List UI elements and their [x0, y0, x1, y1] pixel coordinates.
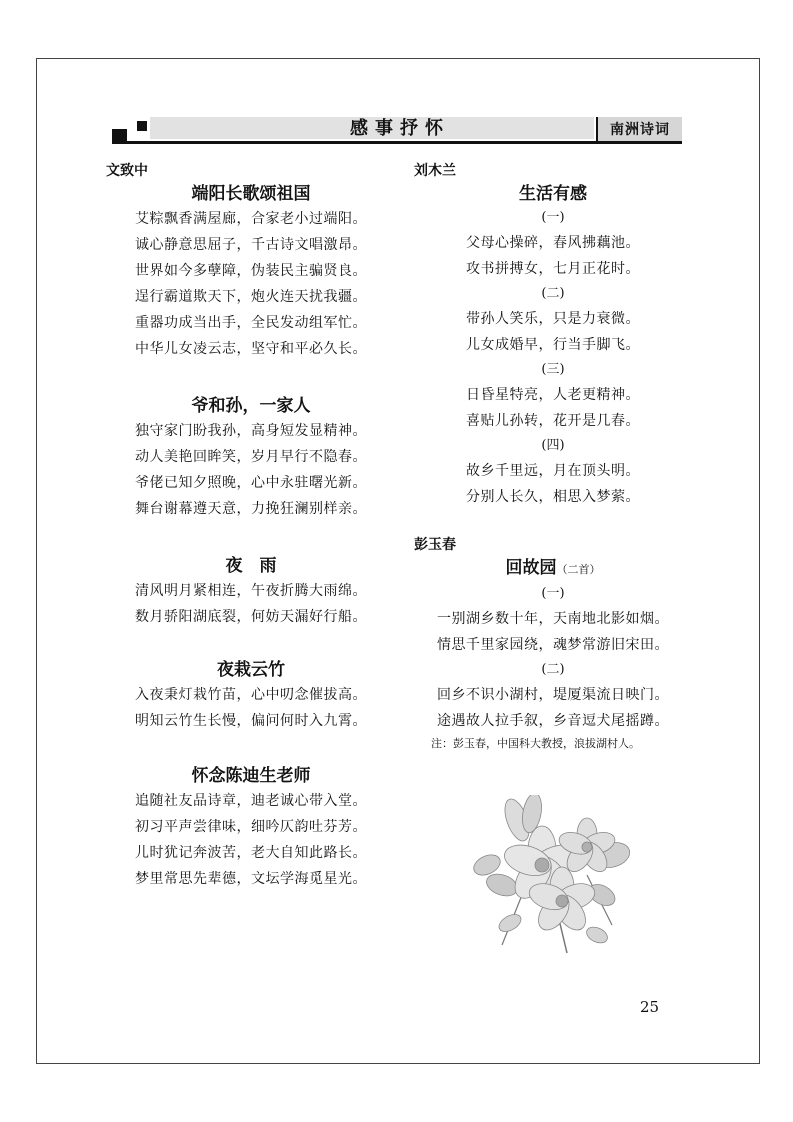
poem-line: 父母心操碎，春风拂藕池。 — [466, 235, 640, 251]
poem-line: 分别人长久，相思入梦萦。 — [466, 489, 640, 505]
poem-line: 初习平声尝律味，细吟仄韵吐芬芳。 — [135, 819, 367, 835]
poem-line: 诚心静意思屈子，千古诗文唱激昂。 — [135, 237, 367, 253]
poem-line: 梦里常思先辈德，文坛学海觅星光。 — [135, 871, 367, 887]
section-number: (四) — [541, 438, 565, 453]
page-number: 25 — [640, 998, 660, 1016]
poem-line: 攻书拼搏女，七月正花时。 — [466, 261, 640, 277]
poem-line: 重器功成当出手，全民发动组军忙。 — [135, 315, 367, 331]
poem-title: 爷和孙，一家人 — [191, 396, 311, 416]
poem-line: 数月骄阳湖底裂，何妨天漏好行船。 — [135, 609, 367, 625]
poem-line: 中华儿女凌云志，坚守和平必久长。 — [135, 341, 367, 357]
header-square-small — [137, 121, 147, 131]
poem-line: 儿女成婚早，行当手脚飞。 — [466, 337, 640, 353]
poem — [106, 764, 396, 892]
poem-title: 夜 雨 — [225, 556, 277, 576]
poem-line: 喜贴儿孙转，花开是几春。 — [466, 413, 640, 429]
section-number: (一) — [541, 210, 565, 225]
poem-subtitle: （二首） — [556, 563, 601, 576]
poem — [106, 554, 396, 630]
poem — [106, 394, 396, 522]
flower-illustration — [462, 795, 642, 955]
poem-line: 世界如今多孽障，伪装民主骗贤良。 — [135, 263, 367, 279]
poem-line: 回乡不识小湖村，堤厦渠流日映门。 — [437, 687, 669, 703]
poem-line: 日昏星特亮，人老更精神。 — [466, 387, 640, 403]
section-number: (一) — [541, 586, 565, 601]
section-number: (二) — [541, 286, 565, 301]
poem-line: 艾粽飘香满屋廊，合家老小过端阳。 — [135, 211, 367, 227]
author-name: 文致中 — [106, 163, 148, 179]
header-rule — [112, 141, 682, 144]
left-column — [106, 160, 396, 892]
poem-line: 儿时犹记奔波苦，老大自知此路长。 — [135, 845, 367, 861]
poem-title: 怀念陈迪生老师 — [191, 766, 311, 786]
section-number: (三) — [541, 362, 565, 377]
poem-line: 途遇故人拉手叙，乡音逗犬尾摇蹲。 — [437, 713, 669, 729]
poem — [106, 182, 396, 362]
poem-title — [414, 556, 692, 582]
author-name: 刘木兰 — [414, 163, 456, 179]
author-name: 彭玉春 — [414, 537, 456, 553]
poem-line: 舞台谢幕遵天意，力挽狂澜别样亲。 — [135, 501, 367, 517]
poem-line: 动人美艳回眸笑，岁月早行不隐春。 — [135, 449, 367, 465]
poem-title: 端阳长歌颂祖国 — [191, 184, 311, 204]
author-note: 注：彭玉春，中国科大教授，浪拔湖村人。 — [431, 737, 640, 750]
section-title: 感事抒怀 — [350, 118, 450, 139]
right-column — [414, 160, 692, 754]
poem-line: 明知云竹生长慢，偏问何时入九霄。 — [135, 713, 367, 729]
poem-line: 一别湖乡数十年，天南地北影如烟。 — [437, 611, 669, 627]
poem-title: 生活有感 — [519, 184, 587, 204]
poem-line: 情思千里家园绕，魂梦常游旧宋田。 — [437, 637, 669, 653]
section-number: (二) — [541, 662, 565, 677]
poem-line: 追随社友品诗章，迪老诚心带入堂。 — [135, 793, 367, 809]
poem-line: 清风明月紧相连，午夜折腾大雨绵。 — [135, 583, 367, 599]
journal-name: 南洲诗词 — [596, 117, 682, 143]
poem-line: 爷佬已知夕照晚，心中永驻曙光新。 — [135, 475, 367, 491]
poem-title: 夜栽云竹 — [217, 660, 285, 680]
poem — [106, 658, 396, 734]
poem-title-text: 回故园 — [505, 558, 557, 578]
poem-line: 逞行霸道欺天下，炮火连天扰我疆。 — [135, 289, 367, 305]
poem-line: 带孙人笑乐，只是力衰微。 — [466, 311, 640, 327]
poem-line: 入夜秉灯栽竹苗，心中叨念催拔高。 — [135, 687, 367, 703]
poem-line: 独守家门盼我孙，高身短发显精神。 — [135, 423, 367, 439]
poem-line: 故乡千里远，月在顶头明。 — [466, 463, 640, 479]
